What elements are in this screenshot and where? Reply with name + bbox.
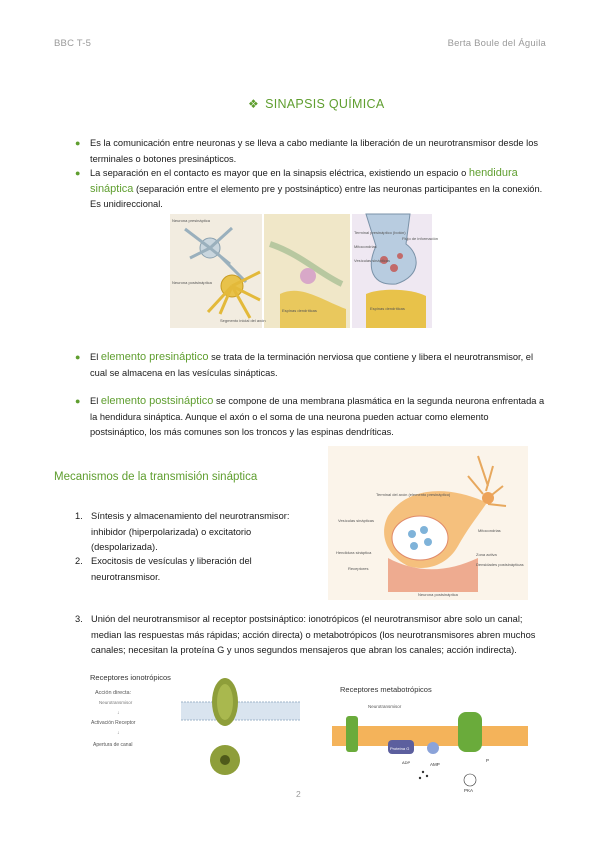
- fig4-label: Proteína G: [390, 746, 410, 751]
- fig2-label: Zona activa: [476, 552, 497, 557]
- fig2-label: Neurona postsináptica: [418, 592, 458, 597]
- synapse-figure: [170, 214, 439, 328]
- bullet-text: [90, 166, 545, 213]
- page-number: 2: [296, 789, 301, 799]
- fig3-title: Receptores ionotrópicos: [90, 673, 171, 682]
- bullet-text: [90, 394, 545, 441]
- fig3-step: ↓: [117, 710, 120, 716]
- term-presinaptico: elemento presináptico: [100, 351, 209, 363]
- fig1-label: Espinas dendríticas: [370, 306, 405, 311]
- fig1-label: Flujo de información: [402, 236, 439, 241]
- fig4-label: ADP: [402, 760, 411, 765]
- list-item: [75, 554, 320, 586]
- fig4-label: PKA: [464, 788, 474, 793]
- fig4-title: Receptores metabotrópicos: [340, 685, 432, 694]
- list-text: Unión del neurotransmisor al receptor postsináptico: ionotrópicos (el neurotransmisor abre solo un canal; median las respuestas más rápidas; acción directa) o metabotrópicos (los neurotransmisores abren muchos canales; necesitan la proteína G y unos segundos mensajeros que abran los canales; acción indirecta).: [91, 614, 536, 655]
- subsection-title: Mecanismos de la transmisión sináptica: [54, 471, 258, 483]
- fig3-step: Acción directa:: [95, 690, 132, 696]
- term-hendidura: hendidura sináptica: [90, 167, 518, 195]
- bullet-text-post: se trata de la terminación nerviosa que contiene y libera el neurotransmisor, el cual se almacena en las vesículas sinápticas.: [90, 352, 534, 378]
- fig4-label: P: [486, 758, 490, 763]
- bullet-text: Es la comunicación entre neuronas y se lleva a cabo mediante la liberación de un neurotransmisor desde los terminales o botones presinápticos.: [90, 138, 539, 164]
- list-text: Exocitosis de vesículas y liberación del neurotransmisor.: [91, 556, 252, 582]
- fig2-label: Densidades postsinápticas: [476, 562, 524, 567]
- diamond-bullet-icon: ❖: [248, 97, 260, 111]
- bullet-icon: ●: [75, 396, 81, 406]
- section-title-text: SINAPSIS QUÍMICA: [265, 97, 385, 111]
- list-item: [75, 509, 320, 557]
- fig1-label: Mitocondrias: [354, 244, 377, 249]
- fig1-label: Espinas dendríticas: [282, 308, 317, 313]
- list-text: Síntesis y almacenamiento del neurotransmisor: inhibidor (hiperpolarizada) o excitatorio (despolarizada).: [91, 511, 290, 552]
- fig2-label: Receptores: [348, 566, 369, 571]
- metabotropic-receptor-figure: [328, 682, 532, 796]
- fig3-step: Neurotransmisor: [99, 700, 133, 705]
- list-item: [75, 612, 545, 674]
- fig4-label: Neurotransmisor: [368, 704, 402, 709]
- section-title: [248, 97, 384, 111]
- fig1-label: Segmento inicial del axón: [220, 318, 266, 323]
- bullet-text-pre: La separación en el contacto es mayor que en la sinapsis eléctrica, existiendo un espacio o: [90, 168, 467, 178]
- term-postsinaptico: elemento postsináptico: [100, 395, 214, 407]
- bullet-text: [90, 350, 545, 381]
- fig2-label: Hendidura sináptica: [336, 550, 372, 555]
- bullet-icon: ●: [75, 138, 81, 148]
- bullet-item: [75, 136, 545, 168]
- bullet-icon: ●: [75, 168, 81, 178]
- header-left: BBC T-5: [54, 38, 92, 49]
- fig1-label: Vesículas sinápticas: [354, 258, 391, 263]
- fig2-label: Vesículas sinápticas: [338, 518, 375, 523]
- bullet-text-pre: El: [90, 396, 99, 406]
- fig2-label: Mitocondrias: [478, 528, 501, 533]
- list-number: 1.: [75, 511, 83, 521]
- fig1-label: Terminal presináptico (botón): [354, 230, 406, 235]
- fig3-step: ↓: [117, 730, 120, 736]
- bullet-icon: ●: [75, 352, 81, 362]
- fig4-label: AMP: [430, 762, 440, 767]
- header-right: Berta Boule del Águila: [447, 38, 546, 49]
- fig2-label: Terminal del axón (elemento presináptico): [376, 492, 451, 497]
- fig1-label: Neurona presináptica: [172, 218, 211, 223]
- fig3-step: Activación Receptor: [91, 720, 136, 726]
- bullet-text-pre: El: [90, 352, 99, 362]
- synapse-terminal-figure: [328, 446, 528, 600]
- bullet-item: [75, 394, 545, 442]
- bullet-text-post: (separación entre el elemento pre y postsináptico) entre las neuronas participantes en la conexión. Es unidireccional.: [90, 183, 543, 209]
- bullet-item: [75, 166, 545, 214]
- list-number: 2.: [75, 556, 83, 566]
- bullet-text-post: se compone de una membrana plasmática en la segunda neurona enfrentada a la hendidura sináptica. Aunque el axón o el soma de una neurona pueden actuar como elemento postsináptico, los más comunes son los troncos y las espinas dendríticas.: [90, 396, 545, 437]
- ionotropic-receptor-figure: [87, 672, 300, 780]
- bullet-item: [75, 350, 545, 382]
- list-number: 3.: [75, 614, 83, 624]
- fig1-label: Neurona postsináptica: [172, 280, 212, 285]
- fig3-step: Apertura de canal: [93, 742, 133, 748]
